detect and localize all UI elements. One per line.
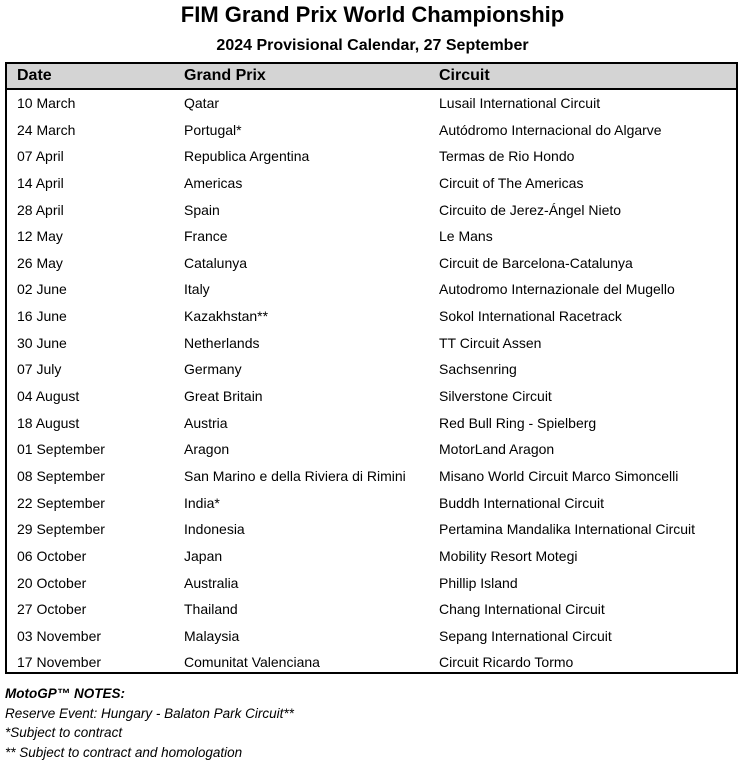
row-circuit: Sepang International Circuit [439,627,612,644]
row-circuit: Misano World Circuit Marco Simoncelli [439,467,679,484]
row-grand-prix: Netherlands [184,334,260,351]
row-circuit: Termas de Rio Hondo [439,148,575,165]
table-row [7,197,736,224]
row-grand-prix: France [184,228,228,245]
row-date: 17 November [17,654,102,671]
table-row [7,143,736,170]
table-row [7,383,736,410]
row-circuit: Autodromo Internazionale del Mugello [439,281,675,298]
row-circuit: Le Mans [439,228,493,245]
row-circuit: Circuit of The Americas [439,174,584,191]
notes-heading: MotoGP™ NOTES: [5,686,125,701]
header-circuit: Circuit [439,67,490,84]
table-row [7,543,736,570]
notes-section [5,684,294,762]
row-circuit: Buddh International Circuit [439,494,604,511]
row-date: 30 June [17,334,67,351]
table-header [7,64,736,90]
row-grand-prix: Americas [184,174,243,191]
row-grand-prix: Catalunya [184,254,248,271]
note-reserve-event: Reserve Event: Hungary - Balaton Park Circuit** [5,705,294,721]
row-grand-prix: Qatar [184,95,220,111]
row-date: 26 May [17,254,63,271]
calendar-table [5,62,738,674]
document-title: FIM Grand Prix World Championship [180,2,565,27]
row-date: 08 September [17,467,105,484]
table-row [7,170,736,197]
header-grand-prix: Grand Prix [184,67,266,84]
table-row [7,436,736,463]
row-date: 04 August [17,388,80,405]
row-circuit: Lusail International Circuit [439,95,601,111]
row-date: 03 November [17,627,102,644]
table-row [7,596,736,623]
row-date: 27 October [17,601,87,618]
table-row [7,490,736,517]
row-grand-prix: Indonesia [184,521,245,538]
note-subject-to-contract: *Subject to contract [5,725,123,740]
header-date: Date [17,67,52,84]
row-circuit: Sachsenring [439,361,517,378]
row-grand-prix: Kazakhstan** [184,308,269,325]
table-row [7,303,736,330]
row-grand-prix: Japan [184,547,223,564]
table-row [7,623,736,650]
row-date: 22 September [17,494,105,511]
row-grand-prix: Comunitat Valenciana [184,654,320,671]
row-grand-prix: Australia [184,574,239,591]
row-date: 01 September [17,441,105,458]
row-circuit: Silverstone Circuit [439,388,552,405]
row-circuit: Mobility Resort Motegi [439,547,578,564]
row-date: 16 June [17,308,67,325]
row-circuit: Phillip Island [439,574,518,591]
table-row [7,90,736,117]
row-date: 14 April [17,174,64,191]
table-row [7,410,736,437]
row-circuit: Circuit de Barcelona-Catalunya [439,254,633,271]
row-circuit: Autódromo Internacional do Algarve [439,121,662,138]
row-grand-prix: Aragon [184,441,230,458]
row-circuit: Sokol International Racetrack [439,308,622,325]
row-circuit: Circuito de Jerez-Ángel Nieto [439,201,622,218]
table-row [7,330,736,357]
row-date: 06 October [17,547,87,564]
row-date: 07 April [17,148,64,165]
row-grand-prix: Great Britain [184,388,263,405]
row-grand-prix: Germany [184,361,242,378]
row-grand-prix: San Marino e della Riviera di Rimini [184,467,406,484]
row-circuit: Red Bull Ring - Spielberg [439,414,597,431]
table-row [7,223,736,250]
row-circuit: Circuit Ricardo Tormo [439,654,574,671]
row-date: 07 July [17,361,62,378]
row-grand-prix: Malaysia [184,627,240,644]
note-homologation: ** Subject to contract and homologation [5,744,243,760]
table-row [7,463,736,490]
row-grand-prix: Italy [184,281,210,298]
row-grand-prix: India* [184,494,220,511]
row-grand-prix: Spain [184,201,220,218]
table-row [7,570,736,597]
row-date: 29 September [17,521,105,538]
row-grand-prix: Thailand [184,601,238,618]
table-body [7,90,736,676]
table-row [7,356,736,383]
table-row [7,649,736,676]
table-row [7,117,736,144]
table-row [7,276,736,303]
row-grand-prix: Portugal* [184,121,242,138]
document-subtitle: 2024 Provisional Calendar, 27 September [216,37,529,54]
table-row [7,250,736,277]
row-circuit: TT Circuit Assen [439,334,542,351]
row-circuit: MotorLand Aragon [439,441,555,458]
row-date: 28 April [17,201,64,218]
row-date: 20 October [17,574,87,591]
row-date: 18 August [17,414,80,431]
row-date: 12 May [17,228,63,245]
row-date: 24 March [17,121,76,138]
row-circuit: Chang International Circuit [439,601,605,618]
table-row [7,516,736,543]
row-date: 02 June [17,281,67,298]
row-date: 10 March [17,95,76,111]
row-circuit: Pertamina Mandalika International Circuit [439,521,696,538]
row-grand-prix: Republica Argentina [184,148,310,165]
row-grand-prix: Austria [184,414,228,431]
